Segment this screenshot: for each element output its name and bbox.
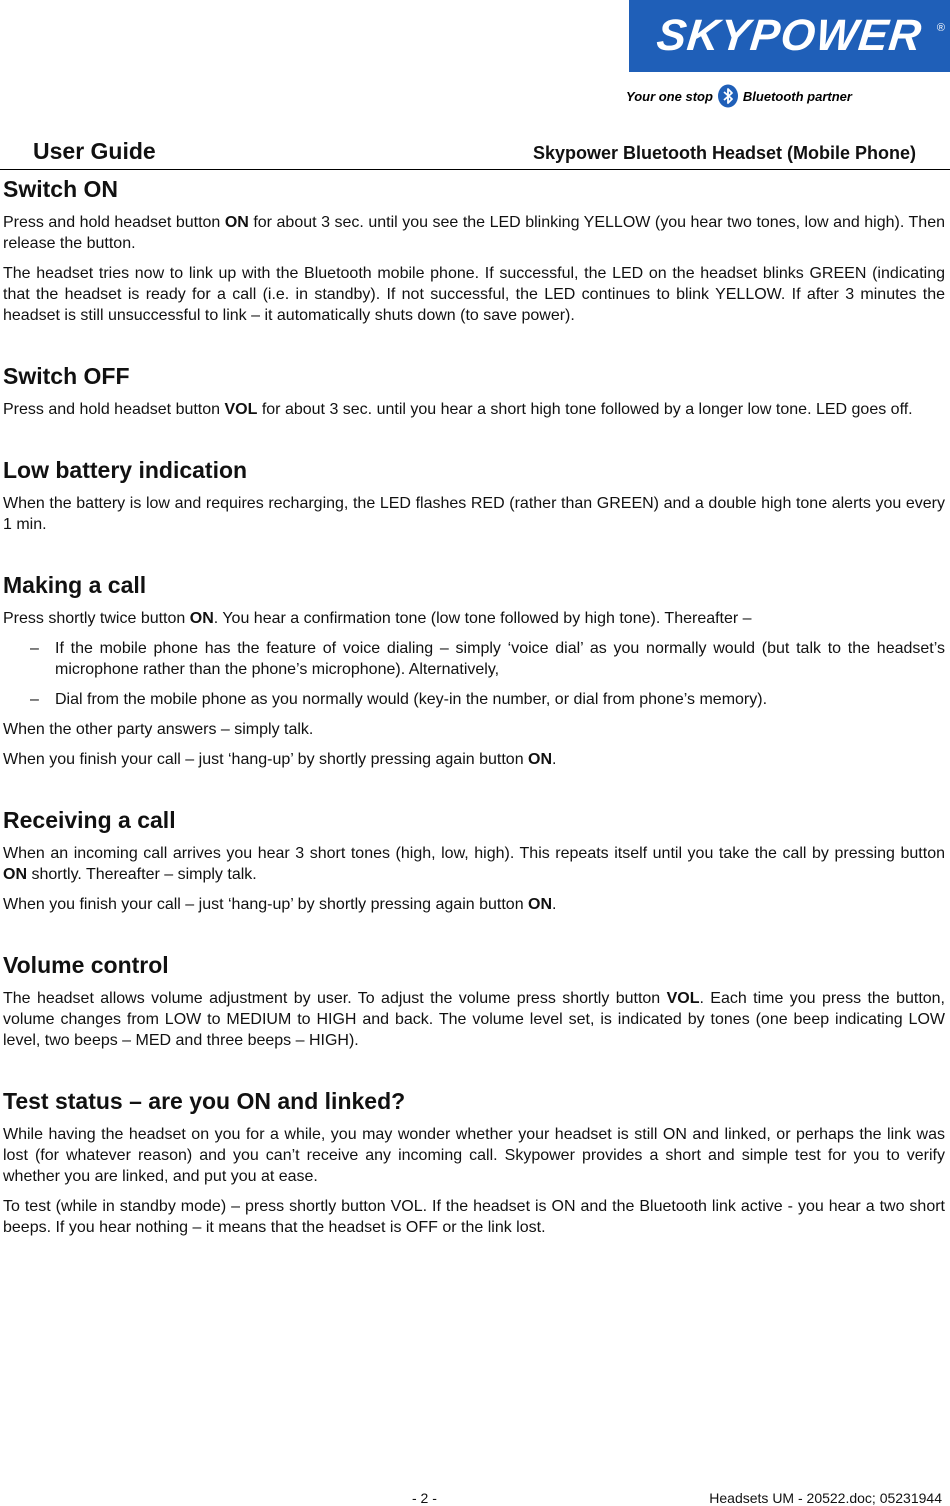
list-item bbox=[3, 689, 945, 710]
section-heading-switch-off: Switch OFF bbox=[3, 363, 130, 389]
bullet-text: If the mobile phone has the feature of voice dialing – simply ‘voice dial’ as you normally would (but talk to the headset’s microphone rather than the phone’s microphone). Alternatively, bbox=[55, 640, 945, 678]
tagline bbox=[626, 84, 852, 108]
paragraph: Press shortly twice button ON. You hear a confirmation tone (low tone followed by high tone). Thereafter – bbox=[3, 610, 752, 627]
header-subtitle: Skypower Bluetooth Headset (Mobile Phone) bbox=[532, 143, 916, 163]
section-heading-making-call: Making a call bbox=[3, 572, 147, 598]
paragraph: Press and hold headset button ON for about 3 sec. until you see the LED blinking YELLOW (you hear two tones, low and high). Then release the button. bbox=[3, 214, 945, 252]
paragraph: The headset allows volume adjustment by user. To adjust the volume press shortly button VOL. Each time you press the button, volume changes from LOW to MEDIUM to HIGH and back. The volume level set, is indicated by tones (one beep indicating LOW level, two beeps – MED and three beeps – HIGH). bbox=[3, 990, 946, 1049]
logo-registered-mark: ® bbox=[936, 22, 945, 34]
paragraph: When you finish your call – just ‘hang-up’ by shortly pressing again button ON. bbox=[3, 896, 557, 913]
logo-text: SKYPOWER bbox=[654, 11, 925, 60]
section-heading-low-battery: Low battery indication bbox=[3, 457, 248, 483]
paragraph: When the other party answers – simply talk. bbox=[3, 721, 314, 738]
bullet-text: Dial from the mobile phone as you normally would (key-in the number, or dial from phone’s memory). bbox=[55, 691, 768, 708]
header-title: User Guide bbox=[33, 138, 156, 164]
page-number: - 2 - bbox=[412, 1490, 437, 1506]
paragraph: When an incoming call arrives you hear 3 short tones (high, low, high). This repeats itself until you take the call by pressing button ON shortly. Thereafter – simply talk. bbox=[3, 845, 945, 883]
section-heading-receiving-call: Receiving a call bbox=[3, 807, 176, 833]
header-divider bbox=[0, 169, 950, 170]
paragraph: Press and hold headset button VOL for about 3 sec. until you hear a short high tone followed by a longer low tone. LED goes off. bbox=[3, 401, 913, 418]
section-heading-switch-on: Switch ON bbox=[3, 176, 119, 202]
paragraph: When the battery is low and requires recharging, the LED flashes RED (rather than GREEN) and a double high tone alerts you every 1 min. bbox=[3, 495, 945, 533]
section-heading-test-status: Test status – are you ON and linked? bbox=[3, 1088, 406, 1114]
tagline-after: Bluetooth partner bbox=[742, 88, 852, 104]
tagline-before: Your one stop bbox=[626, 88, 713, 104]
paragraph: The headset tries now to link up with the Bluetooth mobile phone. If successful, the LED on the headset blinks GREEN (indicating that the headset is ready for a call (i.e. in standby). If not successful, the LED continues to blink YELLOW. If after 3 minutes the headset is still unsuccessful to link – it automatically shuts down (to save power). bbox=[3, 265, 945, 324]
bullet-dash: – bbox=[30, 640, 39, 657]
document-reference: Headsets UM - 20522.doc; 05231944 bbox=[709, 1490, 942, 1506]
bullet-dash: – bbox=[30, 691, 39, 708]
skypower-logo bbox=[629, 0, 950, 72]
paragraph: While having the headset on you for a while, you may wonder whether your headset is still ON and linked, or perhaps the link was lost (for whatever reason) and you can’t receive any incoming call. Skypower provides a short and simple test for you to verify whether you are linked, and put you at ease. bbox=[3, 1126, 945, 1185]
paragraph: When you finish your call – just ‘hang-up’ by shortly pressing again button ON. bbox=[3, 751, 557, 768]
bluetooth-icon bbox=[717, 84, 739, 108]
section-heading-volume-control: Volume control bbox=[3, 952, 169, 978]
document-body bbox=[3, 172, 945, 1238]
paragraph: To test (while in standby mode) – press shortly button VOL. If the headset is ON and the Bluetooth link active - you hear a two short beeps. If you hear nothing – it means that the headset is OFF or the link lost. bbox=[3, 1198, 945, 1236]
list-item bbox=[3, 638, 945, 680]
